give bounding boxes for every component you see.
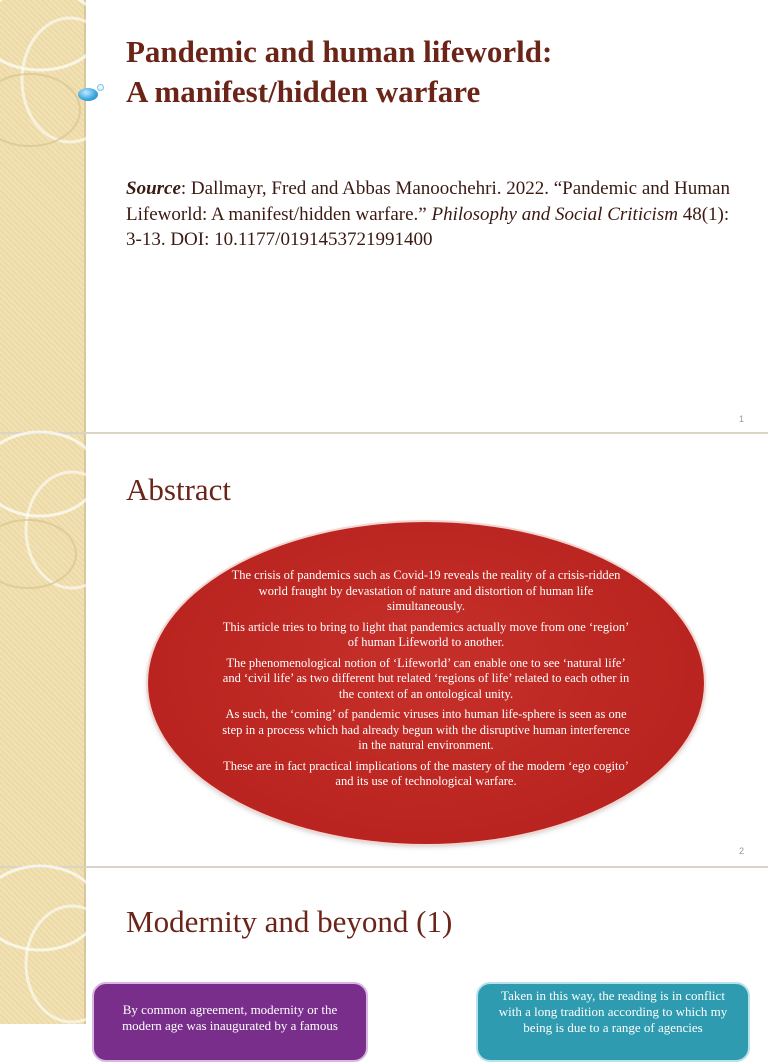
abstract-paragraph: As such, the ‘coming’ of pandemic viruses into human life-sphere is seen as one step in a process which had already begun with the disruptive human interference in the natural environment. <box>222 707 630 752</box>
swirl-decoration <box>0 434 120 866</box>
abstract-paragraph: The crisis of pandemics such as Covid-19 reveals the reality of a crisis-ridden world fraught by devastation of nature and distortion of human life simultaneously. <box>231 568 621 613</box>
slide-number: 2 <box>738 846 744 856</box>
bullet-orb-icon <box>78 88 98 101</box>
text-box-left: By common agreement, modernity or the modern age was inaugurated by a famous <box>92 982 368 1062</box>
slide-title-modernity: Modernity and beyond (1) <box>126 904 453 939</box>
small-orb-icon <box>97 84 104 91</box>
swirl-decoration <box>0 0 120 432</box>
abstract-paragraph: These are in fact practical implications of the mastery of the modern ‘ego cogito’ and its use of technological warfare. <box>223 758 629 788</box>
slide-title-abstract: Abstract <box>126 472 232 507</box>
abstract-paragraph: This article tries to bring to light that pandemics actually move from one ‘region’ of human Lifeworld to another. <box>222 619 630 649</box>
slide-number: 1 <box>738 414 744 424</box>
text-box-right: Taken in this way, the reading is in conflict with a long tradition according to which my being is due to a range of agencies <box>476 982 750 1062</box>
slide-3 <box>0 868 768 1035</box>
page-title: Pandemic and human lifeworld: A manifest/hidden warfare <box>126 34 553 109</box>
slide-1 <box>0 0 768 432</box>
abstract-text <box>220 568 632 795</box>
abstract-paragraph: The phenomenological notion of ‘Lifeworld’ can enable one to see ‘natural life’ and ‘civil life’ as two different but related ‘regions of life’ related to each other in the context of an ontological unity. <box>222 655 630 701</box>
source-citation: Source: Dallmayr, Fred and Abbas Manoochehri. 2022. “Pandemic and Human Lifeworld: A manifest/hidden warfare.” Philosophy and Social Criticism 48(1): 3-13. DOI: 10.1177/0191453721991400 <box>126 178 730 250</box>
slide-2 <box>0 434 768 866</box>
